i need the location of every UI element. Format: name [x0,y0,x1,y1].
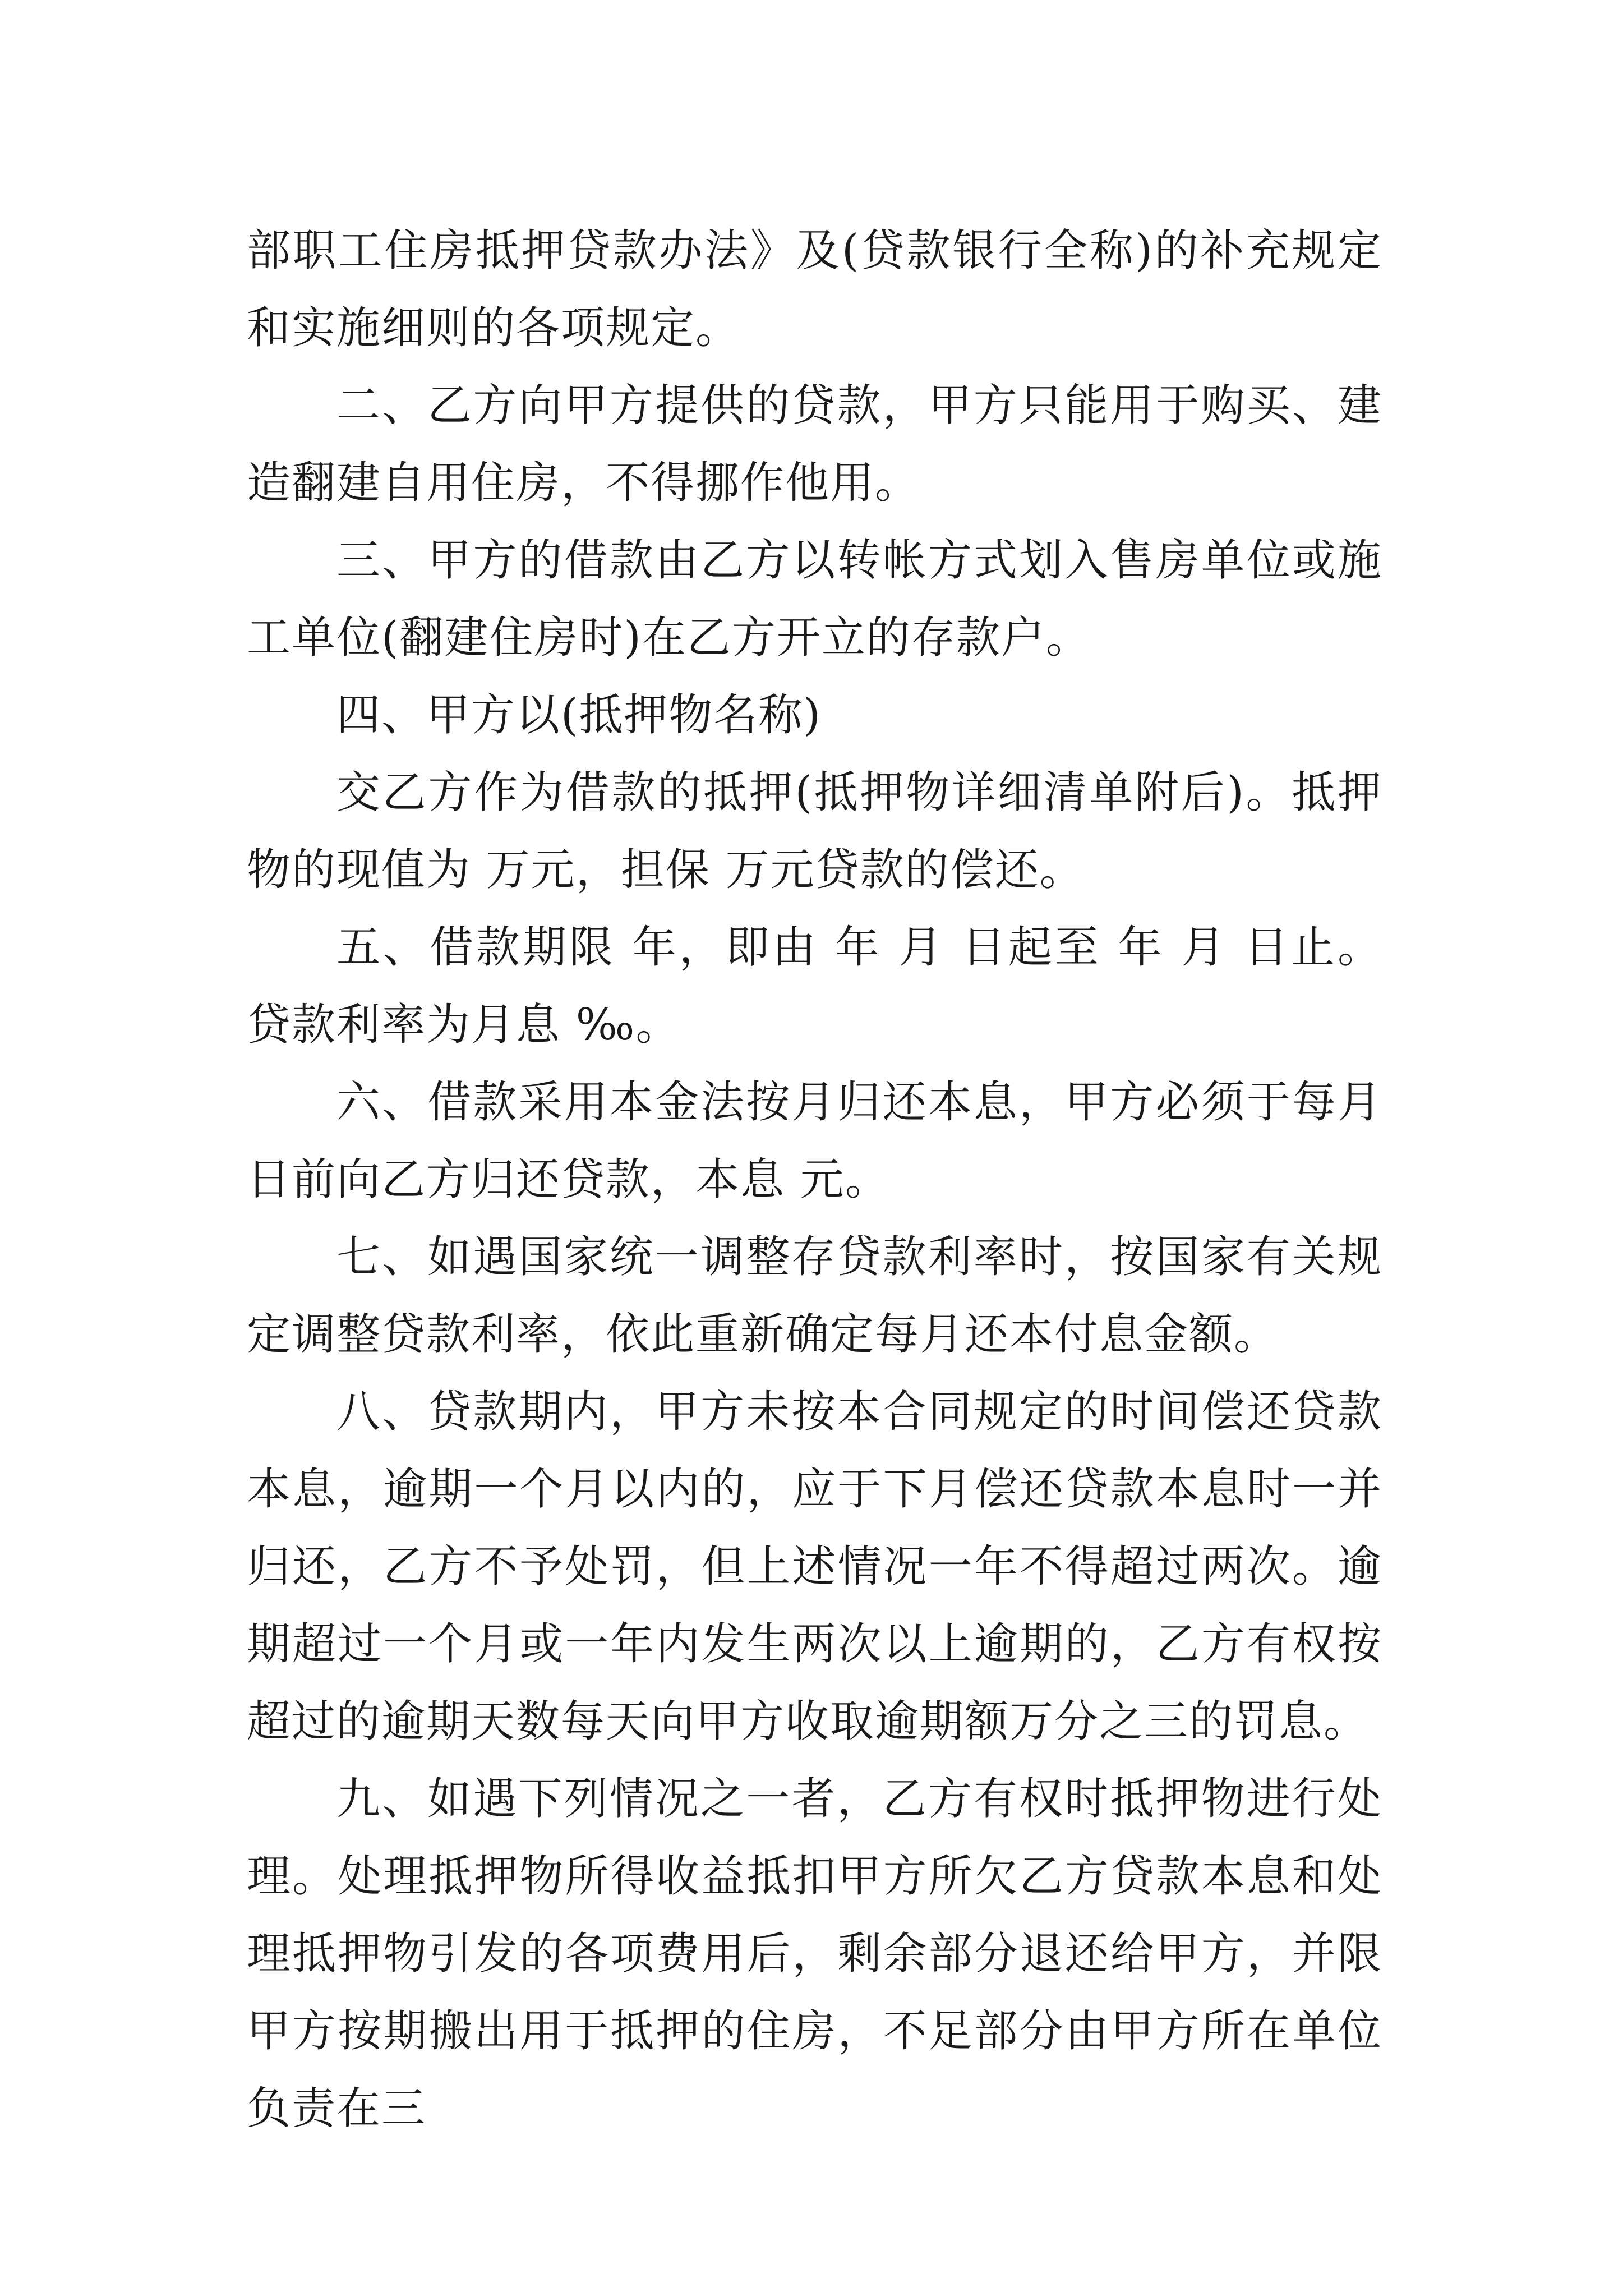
clause-3: 三、甲方的借款由乙方以转帐方式划入售房单位或施工单位(翻建住房时)在乙方开立的存款户。 [247,535,1382,663]
clause-4-continued: 交乙方作为借款的抵押(抵押物详细清单附后)。抵押物的现值为 万元，担保 万元贷款的偿还。 [247,767,1382,895]
document-body [247,212,1382,2147]
clause-9: 九、如遇下列情况之一者，乙方有权时抵押物进行处理。处理抵押物所得收益抵扣甲方所欠乙方贷款本息和处理抵押物引发的各项费用后，剩余部分退还给甲方，并限甲方按期搬出用于抵押的住房，不足部分由甲方所在单位负责在三 [247,1774,1382,2134]
clause-6: 六、借款采用本金法按月归还本息，甲方必须于每月日前向乙方归还贷款，本息 元。 [247,1077,1382,1205]
clause-4: 四、甲方以(抵押物名称) [336,690,822,740]
paragraph-continuation: 部职工住房抵押贷款办法》及(贷款银行全称)的补充规定和实施细则的各项规定。 [247,226,1382,353]
clause-7: 七、如遇国家统一调整存贷款利率时，按国家有关规定调整贷款利率，依此重新确定每月还本付息金额。 [247,1232,1382,1360]
clause-5: 五、借款期限 年，即由 年 月 日起至 年 月 日止。贷款利率为月息 ‰。 [247,922,1382,1050]
clause-2: 二、乙方向甲方提供的贷款，甲方只能用于购买、建造翻建自用住房，不得挪作他用。 [247,380,1382,508]
clause-8: 八、贷款期内，甲方未按本合同规定的时间偿还贷款本息，逾期一个月以内的，应于下月偿还贷款本息时一并归还，乙方不予处罚，但上述情况一年不得超过两次。逾期超过一个月或一年内发生两次以上逾期的，乙方有权按超过的逾期天数每天向甲方收取逾期额万分之三的罚息。 [247,1387,1382,1747]
